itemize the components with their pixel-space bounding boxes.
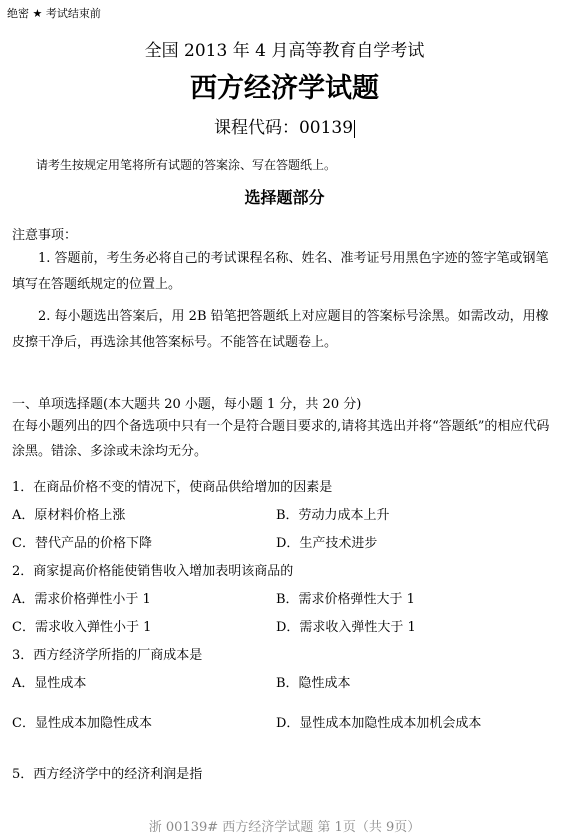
text-cursor (354, 120, 355, 138)
instruction-text: 请考生按规定用笔将所有试题的答案涂、写在答题纸上。 (36, 158, 337, 172)
option-b: B．需求价格弹性大于 1 (276, 592, 415, 607)
option-c: C．需求收入弹性小于 1 (12, 620, 152, 635)
part1-description: 在每小题列出的四个备选项中只有一个是符合题目要求的,请将其选出并将“答题纸”的相应代码涂黑。错涂、多涂或未涂均无分。 (12, 419, 550, 459)
page-footer: 浙 00139# 西方经济学试题 第 1页（共 9页） (148, 820, 421, 835)
question-stem: 5．西方经济学中的经济利润是指 (12, 767, 203, 782)
note-item: 1. 答题前，考生务必将自己的考试课程名称、姓名、准考证号用黑色字迹的签字笔或钢笔填写在答题纸规定的位置上。 (12, 251, 549, 292)
note-item: 2. 每小题选出答案后，用 2B 铅笔把答题纸上对应题目的答案标号涂黑。如需改动，用橡皮擦干净后，再选涂其他答案标号。不能答在试题卷上。 (12, 309, 549, 350)
question-stem: 1．在商品价格不变的情况下，使商品供给增加的因素是 (12, 480, 333, 495)
question-stem: 3．西方经济学所指的厂商成本是 (12, 648, 203, 663)
paper-title: 西方经济学试题 (190, 73, 379, 104)
option-c: C．显性成本加隐性成本 (12, 716, 152, 731)
option-a: A．显性成本 (12, 676, 87, 691)
option-a: A．原材料价格上涨 (12, 508, 126, 523)
notes-heading: 注意事项： (12, 228, 78, 243)
option-d: D．生产技术进步 (276, 536, 378, 551)
course-code-text: 课程代码：00139 (213, 118, 354, 138)
section-title: 选择题部分 (244, 188, 325, 207)
course-code (0, 113, 569, 138)
option-a: A．需求价格弹性小于 1 (12, 592, 151, 607)
option-c: C．替代产品的价格下降 (12, 536, 152, 551)
option-d: D．需求收入弹性大于 1 (276, 620, 416, 635)
option-b: B．劳动力成本上升 (276, 508, 390, 523)
part1-heading: 一、单项选择题(本大题共 20 小题，每小题 1 分，共 20 分) (12, 397, 362, 412)
question-stem: 2．商家提高价格能使销售收入增加表明该商品的 (12, 564, 294, 579)
confidential-label: 绝密 ★ 考试结束前 (7, 7, 101, 20)
option-d: D．显性成本加隐性成本加机会成本 (276, 716, 482, 731)
exam-title: 全国 2013 年 4 月高等教育自学考试 (144, 41, 425, 61)
option-b: B．隐性成本 (276, 676, 351, 691)
